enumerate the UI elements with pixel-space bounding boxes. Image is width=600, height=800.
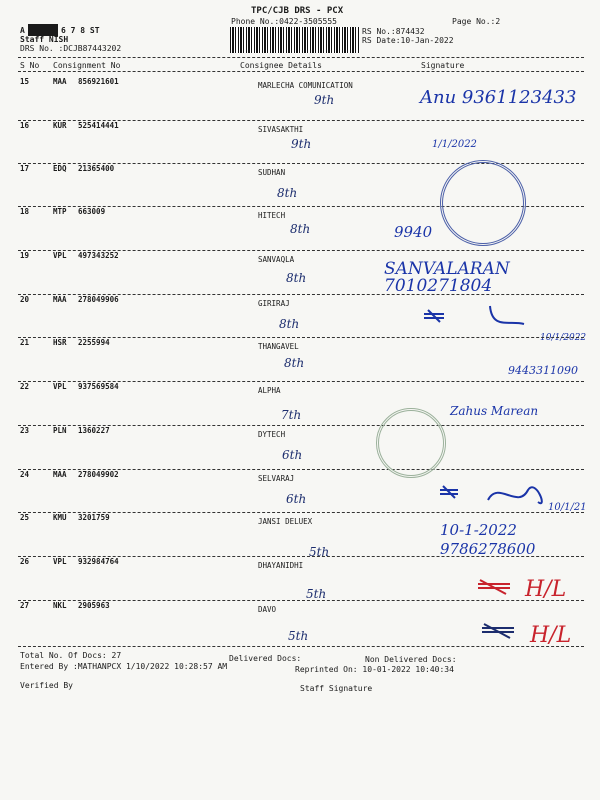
column-header-divider (18, 71, 584, 72)
row-consignee: DAVO (258, 605, 277, 614)
total-docs: Total No. Of Docs: 27 (20, 651, 122, 660)
row-signature: Anu 9361123433 (420, 87, 577, 108)
row-code: MTP (53, 207, 67, 216)
row-code: NKL (53, 601, 67, 610)
strikeout-mark-icon (480, 622, 520, 642)
row-signature: 10/1/2022 (540, 333, 587, 343)
row-floor-note: 9th (291, 137, 312, 151)
row-signature: SANVALARAN 7010271804 (384, 259, 510, 296)
row-code: VPL (53, 557, 67, 566)
row-code: KMU (53, 513, 67, 522)
row-code: VPL (53, 251, 67, 260)
company-seal-stamp (440, 160, 526, 246)
row-consignment-no: 21365400 (78, 164, 115, 173)
table-bottom-divider (18, 646, 584, 647)
row-sno: 25 (20, 513, 30, 522)
row-floor-note: 5th (288, 629, 309, 643)
column-header-sno: S No (20, 61, 40, 70)
row-signature: H/L (525, 577, 567, 602)
row-signature: 10/1/21 (548, 502, 587, 513)
row-consignment-no: 1360227 (78, 426, 110, 435)
row-floor-note: 7th (281, 408, 302, 422)
non-delivered-docs: Non Delivered Docs: (365, 655, 457, 664)
row-consignee: JANSI DELUEX (258, 517, 313, 526)
staff-signature-label: Staff Signature (300, 684, 373, 693)
row-code: MAA (53, 470, 67, 479)
row-consignee: MARLECHA COMUNICATION (258, 81, 353, 90)
row-sno: 24 (20, 470, 30, 479)
table-row (0, 77, 600, 120)
page-number: Page No.:2 (452, 17, 501, 26)
row-floor-note: 8th (277, 186, 298, 200)
row-signature: 10-1-2022 9786278600 (440, 521, 536, 558)
row-code: VPL (53, 382, 67, 391)
phone-number: Phone No.:0422-3505555 (231, 17, 337, 26)
column-header-signature: Signature (421, 61, 465, 70)
row-sno: 21 (20, 338, 30, 347)
row-code: PLN (53, 426, 67, 435)
row-signature: Zahus Marean (450, 404, 539, 418)
row-floor-note: 9th (314, 93, 335, 107)
row-consignee: DYTECH (258, 430, 286, 439)
row-consignment-no: 278049906 (78, 295, 119, 304)
row-consignee: SUDHAN (258, 168, 286, 177)
row-consignment-no: 2905963 (78, 601, 110, 610)
staff-name: Staff NISH (20, 35, 69, 44)
column-header-consignee: Consignee Details (240, 61, 322, 70)
row-consignment-no: 278049902 (78, 470, 119, 479)
table-row (0, 426, 600, 469)
row-floor-note: 5th (309, 545, 330, 559)
row-signature: 9443311090 (508, 364, 578, 377)
row-consignee: GIRIRAJ (258, 299, 290, 308)
signature-scribble-icon (418, 480, 568, 530)
row-sno: 16 (20, 121, 30, 130)
row-signature: H/L (530, 623, 572, 648)
verified-by-label: Verified By (20, 681, 73, 690)
row-floor-note: 6th (282, 448, 303, 462)
row-sno: 18 (20, 207, 30, 216)
row-code: MAA (53, 77, 67, 86)
row-consignee: HITECH (258, 211, 286, 220)
rs-date: RS Date:10-Jan-2022 (362, 36, 454, 45)
company-seal-stamp (376, 408, 446, 478)
row-consignment-no: 525414441 (78, 121, 119, 130)
row-consignment-no: 856921601 (78, 77, 119, 86)
drs-number: DRS No. :DCJB87443202 (20, 44, 122, 53)
row-signature: 9940 (394, 223, 433, 241)
row-floor-note: 8th (286, 271, 307, 285)
row-consignment-no: 937569584 (78, 382, 119, 391)
row-consignee: SANVAQLA (258, 255, 295, 264)
row-consignee: SELVARAJ (258, 474, 295, 483)
reprinted-on: Reprinted On: 10-01-2022 10:40:34 (295, 665, 454, 674)
row-floor-note: 8th (284, 356, 305, 370)
entered-by: Entered By :MATHANPCX 1/10/2022 10:28:57 AM (20, 662, 228, 671)
row-floor-note: 5th (306, 587, 327, 601)
signature-scribble-icon (420, 300, 530, 340)
row-code: EDQ (53, 164, 67, 173)
document-title: TPC/CJB DRS - PCX (251, 6, 344, 16)
row-consignment-no: 2255994 (78, 338, 110, 347)
row-consignee: THANGAVEL (258, 342, 299, 351)
row-floor-note: 8th (290, 222, 311, 236)
row-signature: 1/1/2022 (432, 139, 477, 150)
row-sno: 23 (20, 426, 30, 435)
barcode-image (230, 27, 360, 53)
address-prefix: A (20, 26, 25, 35)
row-sno: 22 (20, 382, 30, 391)
row-code: HSR (53, 338, 67, 347)
row-consignment-no: 497343252 (78, 251, 119, 260)
row-consignment-no: 932984764 (78, 557, 119, 566)
column-header-consignment: Consignment No (53, 61, 121, 70)
table-row (0, 251, 600, 294)
row-sno: 19 (20, 251, 30, 260)
row-sno: 20 (20, 295, 30, 304)
row-code: KUR (53, 121, 67, 130)
header-divider (18, 57, 584, 58)
row-consignee: SIVASAKTHI (258, 125, 304, 134)
row-consignment-no: 663009 (78, 207, 106, 216)
row-floor-note: 8th (279, 317, 300, 331)
row-sno: 17 (20, 164, 30, 173)
rs-number: RS No.:874432 (362, 27, 425, 36)
row-floor-note: 6th (286, 492, 307, 506)
table-row (0, 338, 600, 381)
strikeout-mark-icon (476, 578, 516, 598)
delivered-docs: Delivered Docs: (229, 654, 302, 663)
row-consignment-no: 3201759 (78, 513, 110, 522)
row-sno: 26 (20, 557, 30, 566)
address-rest: 6 7 8 ST (61, 26, 100, 35)
table-row (0, 121, 600, 164)
table-row (0, 382, 600, 425)
row-consignee: ALPHA (258, 386, 281, 395)
row-consignee: DHAYANIDHI (258, 561, 304, 570)
row-sno: 15 (20, 77, 30, 86)
row-code: MAA (53, 295, 67, 304)
row-sno: 27 (20, 601, 30, 610)
